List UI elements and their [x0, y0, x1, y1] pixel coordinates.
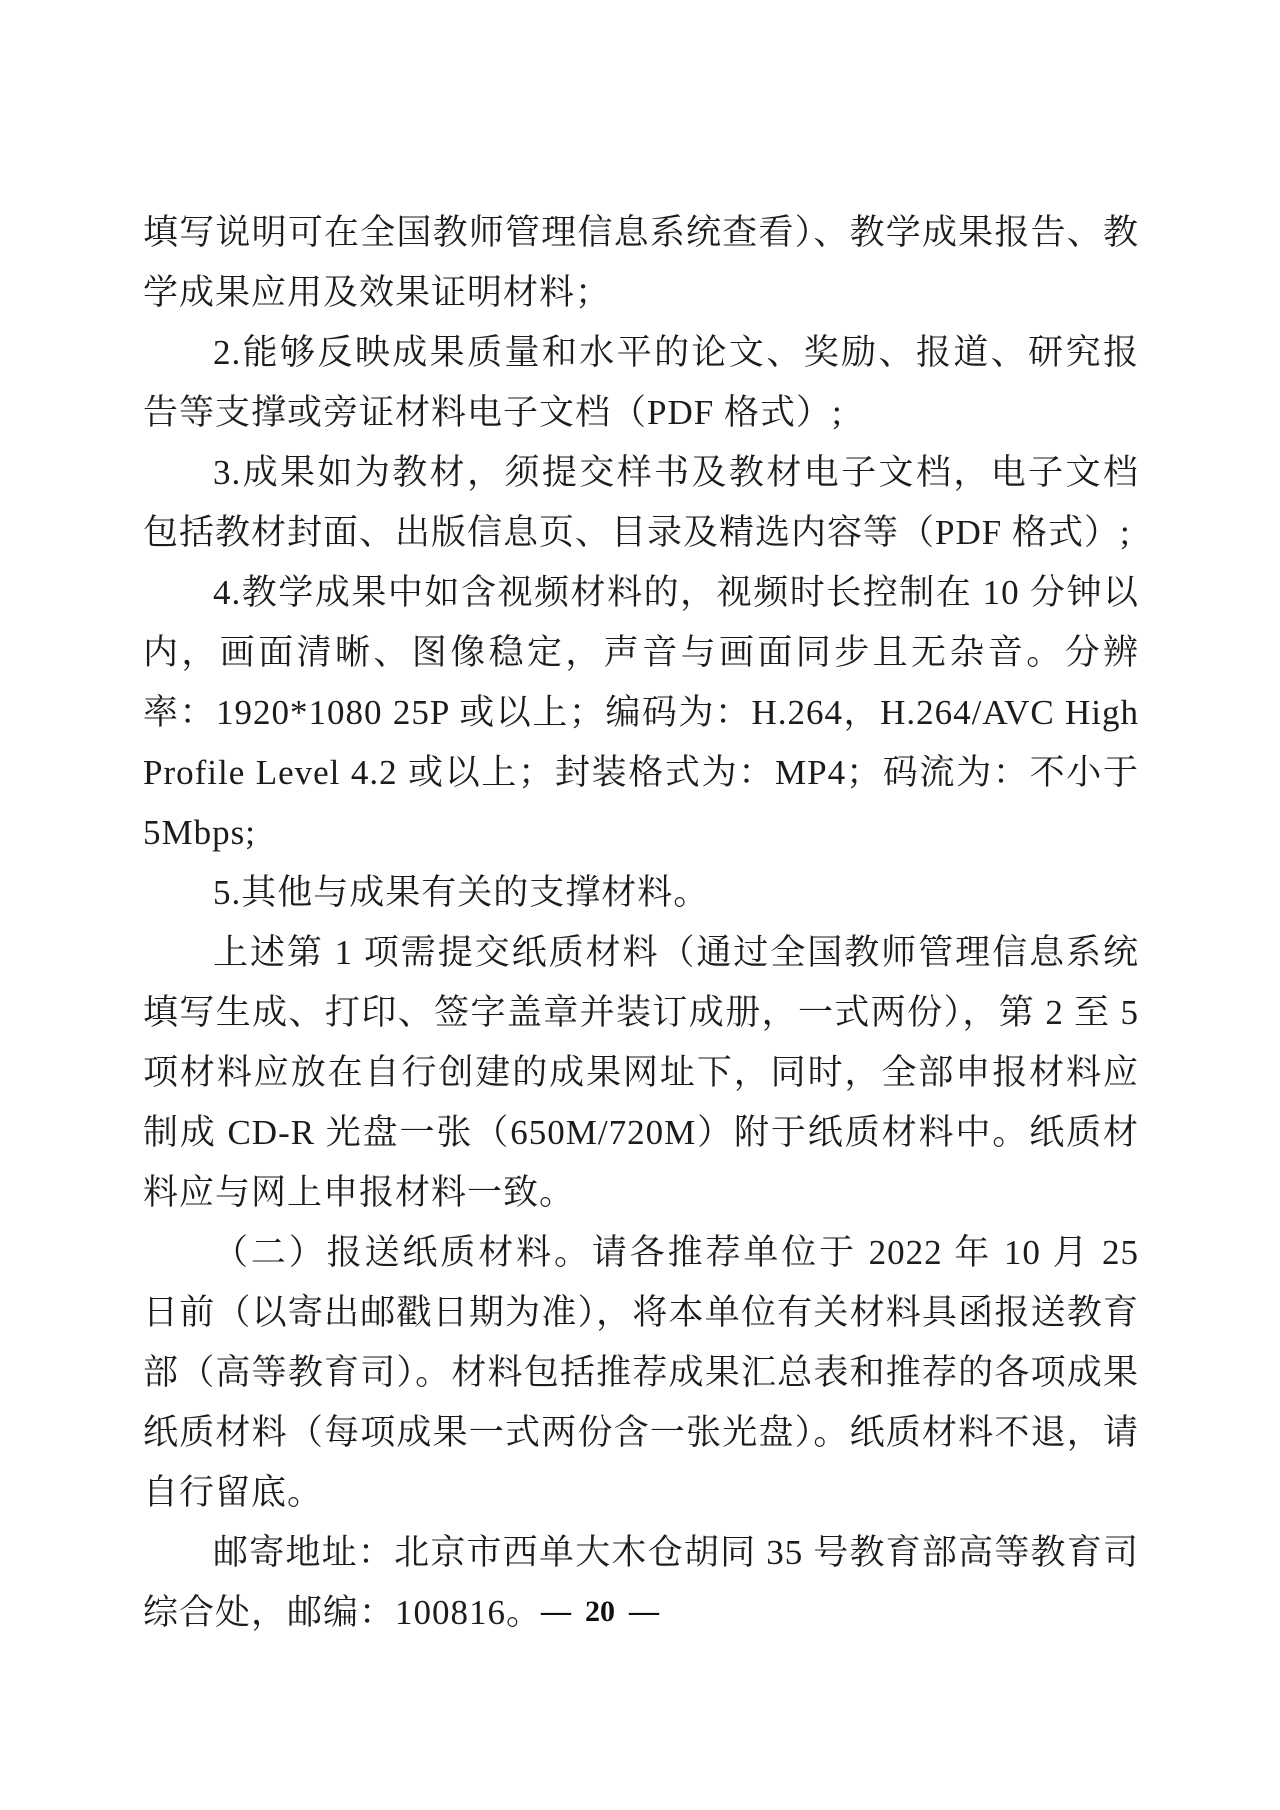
- footer-dash-left: —: [541, 1595, 571, 1628]
- paragraph: （二）报送纸质材料。请各推荐单位于 2022 年 10 月 25 日前（以寄出邮戳日期为准），将本单位有关材料具函报送教育部（高等教育司）。材料包括推荐成果汇总表和推荐的各项成果纸质材料（每项成果一式两份含一张光盘）。纸质材料不退，请自行留底。: [143, 1233, 1139, 1512]
- footer-dash-right: —: [629, 1595, 659, 1628]
- paragraph: 5.其他与成果有关的支撑材料。: [213, 873, 710, 912]
- paragraph: 填写说明可在全国教师管理信息系统查看）、教学成果报告、教学成果应用及效果证明材料；: [143, 213, 1139, 312]
- paragraph: 2.能够反映成果质量和水平的论文、奖励、报道、研究报告等支撑或旁证材料电子文档（PDF 格式）;: [143, 333, 1139, 432]
- paragraph: 上述第 1 项需提交纸质材料（通过全国教师管理信息系统填写生成、打印、签字盖章并装订成册，一式两份），第 2 至 5 项材料应放在自行创建的成果网址下，同时，全部申报材料应制成 CD-R 光盘一张（650M/720M）附于纸质材料中。纸质材料应与网上申报材料一致。: [143, 933, 1139, 1212]
- document-text-block: [143, 203, 1139, 1643]
- paragraph: 4.教学成果中如含视频材料的，视频时长控制在 10 分钟以内，画面清晰、图像稳定，声音与画面同步且无杂音。分辨率：1920*1080 25P 或以上；编码为：H.264，H.264/AVC High Profile Level 4.2 或以上；封装格式为：MP4；码流为：不小于 5Mbps;: [143, 573, 1139, 852]
- page-number: 20: [585, 1595, 615, 1628]
- paragraph: 3.成果如为教材，须提交样书及教材电子文档，电子文档包括教材封面、出版信息页、目录及精选内容等（PDF 格式）;: [143, 453, 1139, 552]
- paragraph: 邮寄地址：北京市西单大木仓胡同 35 号教育部高等教育司综合处，邮编：100816。: [143, 1533, 1139, 1632]
- page-footer: [0, 1592, 1200, 1632]
